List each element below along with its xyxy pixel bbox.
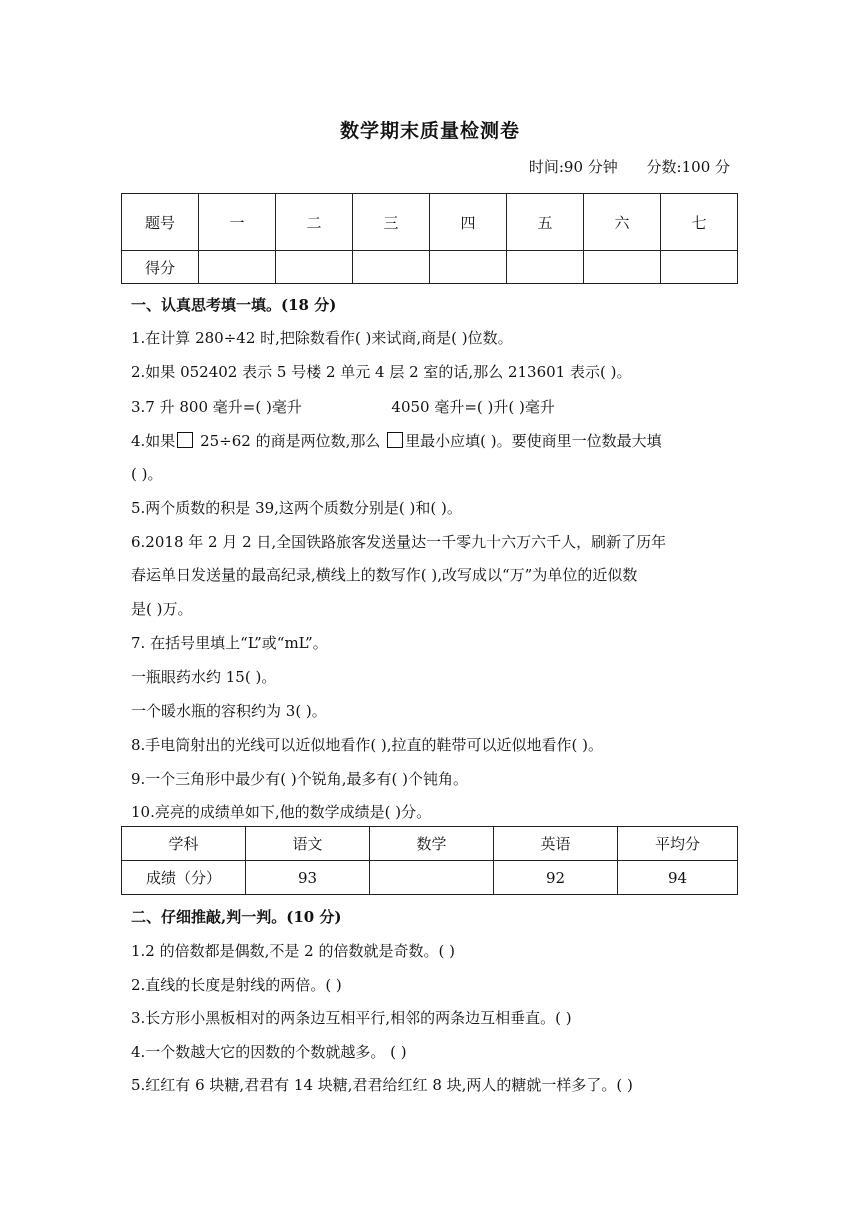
score-header-cell: 三 bbox=[353, 194, 430, 251]
question-1-1: 1.在计算 280÷42 时,把除数看作( )来试商,商是( )位数。 bbox=[131, 329, 513, 347]
question-1-7b: 一个暖水瓶的容积约为 3( )。 bbox=[131, 702, 327, 720]
exam-meta bbox=[505, 156, 730, 177]
score-header-cell: 七 bbox=[661, 194, 738, 251]
score-header-cell: 六 bbox=[584, 194, 661, 251]
grades-header-cell: 平均分 bbox=[618, 827, 738, 861]
question-1-10: 10.亮亮的成绩单如下,他的数学成绩是( )分。 bbox=[131, 803, 432, 821]
grades-header-row bbox=[122, 827, 738, 861]
question-2-2: 2.直线的长度是射线的两倍。( ) bbox=[131, 976, 342, 994]
question-1-3b: 4050 毫升=( )升( )毫升 bbox=[391, 398, 555, 416]
section1-heading: 一、认真思考填一填。(18 分) bbox=[131, 296, 337, 314]
blank-box-icon bbox=[387, 432, 403, 448]
question-1-6-line2: 春运单日发送量的最高纪录,横线上的数写作( ),改写成以“万”为单位的近似数 bbox=[131, 566, 638, 584]
question-1-4-continued: ( )。 bbox=[131, 465, 163, 483]
question-1-9: 9.一个三角形中最少有( )个锐角,最多有( )个钝角。 bbox=[131, 770, 469, 788]
question-1-4-prefix: 4.如果 bbox=[131, 432, 176, 450]
score-table-score-row bbox=[122, 251, 738, 284]
exam-time: 时间:90 分钟 bbox=[528, 158, 618, 176]
question-2-1: 1.2 的倍数都是偶数,不是 2 的倍数就是奇数。( ) bbox=[131, 942, 455, 960]
section2-heading: 二、仔细推敲,判一判。(10 分) bbox=[131, 908, 342, 926]
question-2-5: 5.红红有 6 块糖,君君有 14 块糖,君君给红红 8 块,两人的糖就一样多了。( ) bbox=[131, 1076, 633, 1094]
score-blank-cell[interactable] bbox=[584, 251, 661, 284]
score-blank-cell[interactable] bbox=[430, 251, 507, 284]
score-blank-cell[interactable] bbox=[353, 251, 430, 284]
blank-box-icon bbox=[177, 432, 193, 448]
grades-table bbox=[121, 826, 738, 895]
grades-value-row bbox=[122, 861, 738, 895]
question-1-4-suffix: 里最小应填( )。要使商里一位数最大填 bbox=[405, 432, 662, 450]
score-blank-cell[interactable] bbox=[199, 251, 276, 284]
exam-total-score: 分数:100 分 bbox=[646, 158, 730, 176]
score-blank-cell[interactable] bbox=[661, 251, 738, 284]
question-1-4 bbox=[131, 430, 662, 451]
score-header-cell: 五 bbox=[507, 194, 584, 251]
question-2-3: 3.长方形小黑板相对的两条边互相平行,相邻的两条边互相垂直。( ) bbox=[131, 1009, 572, 1027]
score-blank-cell[interactable] bbox=[276, 251, 353, 284]
score-header-cell: 题号 bbox=[122, 194, 199, 251]
question-1-8: 8.手电筒射出的光线可以近似地看作( ),拉直的鞋带可以近似地看作( )。 bbox=[131, 736, 604, 754]
question-1-6-line1: 6.2018 年 2 月 2 日,全国铁路旅客发送量达一千零九十六万六千人，刷新了历年 bbox=[131, 533, 667, 551]
question-1-2: 2.如果 052402 表示 5 号楼 2 单元 4 层 2 室的话,那么 213601 表示( )。 bbox=[131, 363, 632, 381]
score-header-cell: 一 bbox=[199, 194, 276, 251]
question-1-7: 7. 在括号里填上“L”或“mL”。 bbox=[131, 634, 328, 652]
score-table-header-row bbox=[122, 194, 738, 251]
grades-row-label: 成绩（分） bbox=[122, 861, 246, 895]
score-table bbox=[121, 193, 738, 284]
question-1-7a: 一瓶眼药水约 15( )。 bbox=[131, 668, 277, 686]
grades-header-cell: 学科 bbox=[122, 827, 246, 861]
score-blank-cell[interactable] bbox=[507, 251, 584, 284]
grades-header-cell: 语文 bbox=[246, 827, 370, 861]
question-1-3 bbox=[131, 396, 555, 417]
grades-cell-average: 94 bbox=[618, 861, 738, 895]
score-header-cell: 二 bbox=[276, 194, 353, 251]
grades-cell-math-blank[interactable] bbox=[370, 861, 494, 895]
question-1-4-middle: 25÷62 的商是两位数,那么 bbox=[195, 432, 386, 450]
page-title: 数学期末质量检测卷 bbox=[339, 120, 520, 142]
grades-header-cell: 英语 bbox=[494, 827, 618, 861]
score-header-cell: 四 bbox=[430, 194, 507, 251]
grades-cell-english: 92 bbox=[494, 861, 618, 895]
grades-header-cell: 数学 bbox=[370, 827, 494, 861]
question-2-4: 4.一个数越大它的因数的个数就越多。 ( ) bbox=[131, 1043, 407, 1061]
score-row-label: 得分 bbox=[122, 251, 199, 284]
question-1-6-line3: 是( )万。 bbox=[131, 600, 193, 618]
grades-cell-chinese: 93 bbox=[246, 861, 370, 895]
question-1-3a: 3.7 升 800 毫升=( )毫升 bbox=[131, 398, 302, 416]
question-1-5: 5.两个质数的积是 39,这两个质数分别是( )和( )。 bbox=[131, 499, 462, 517]
